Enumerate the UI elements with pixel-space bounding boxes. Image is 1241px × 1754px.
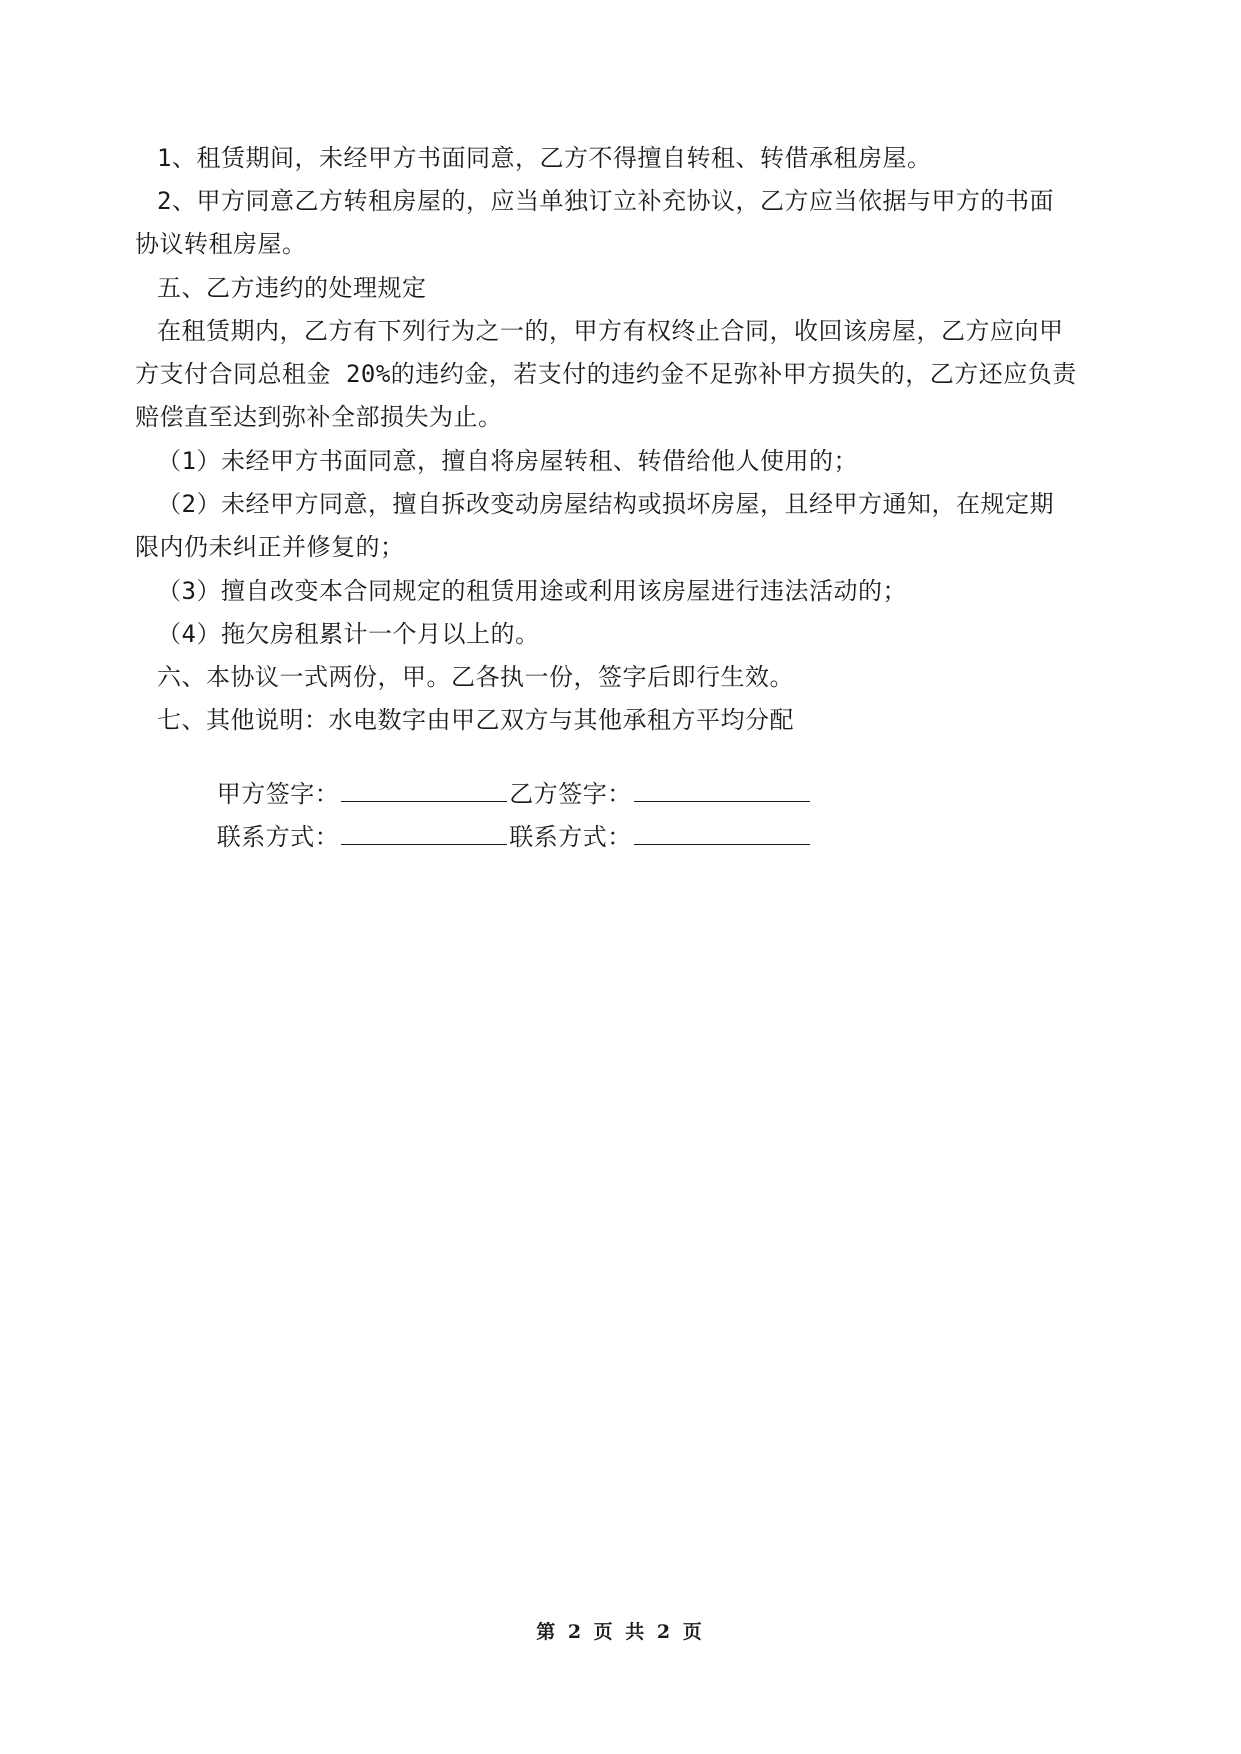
violation-item-2-continued: 限内仍未纠正并修复的； (135, 533, 405, 561)
party-a-contact-blank[interactable] (341, 824, 507, 845)
section-6: 六、本协议一式两份，甲。乙各执一份，签字后即行生效。 (157, 663, 794, 691)
party-b-contact-blank[interactable] (634, 824, 810, 845)
clause-2: 2、甲方同意乙方转租房屋的，应当单独订立补充协议，乙方应当依据与甲方的书面 (157, 187, 1054, 215)
party-a-sign-label: 甲方签字： (216, 780, 340, 808)
violation-item-4: （4）拖欠房租累计一个月以上的。 (157, 620, 540, 648)
party-b-contact-label: 联系方式： (509, 823, 632, 851)
clause-1: 1、租赁期间，未经甲方书面同意，乙方不得擅自转租、转借承租房屋。 (157, 144, 932, 172)
party-b-sign-label: 乙方签字： (509, 780, 632, 808)
party-a-contact-label: 联系方式： (216, 823, 340, 851)
section-5-paragraph-line-2: 方支付合同总租金 20%的违约金，若支付的违约金不足弥补甲方损失的，乙方还应负责 (135, 360, 1077, 388)
section-7: 七、其他说明：水电数字由甲乙双方与其他承租方平均分配 (157, 706, 794, 734)
page-number-footer: 第 2 页 共 2 页 (536, 1621, 705, 1643)
section-5-paragraph-line-3: 赔偿直至达到弥补全部损失为止。 (135, 403, 503, 431)
violation-item-1: （1）未经甲方书面同意，擅自将房屋转租、转借给他人使用的； (157, 447, 858, 475)
violation-item-3: （3）擅自改变本合同规定的租赁用途或利用该房屋进行违法活动的； (157, 577, 907, 605)
section-5-heading: 五、乙方违约的处理规定 (157, 274, 427, 302)
violation-item-2: （2）未经甲方同意，擅自拆改变动房屋结构或损坏房屋，且经甲方通知，在规定期 (157, 490, 1054, 518)
clause-2-continued: 协议转租房屋。 (135, 230, 307, 258)
contact-row (0, 792, 1241, 882)
section-5-paragraph: 在租赁期内，乙方有下列行为之一的，甲方有权终止合同，收回该房屋，乙方应向甲 (157, 317, 1064, 345)
